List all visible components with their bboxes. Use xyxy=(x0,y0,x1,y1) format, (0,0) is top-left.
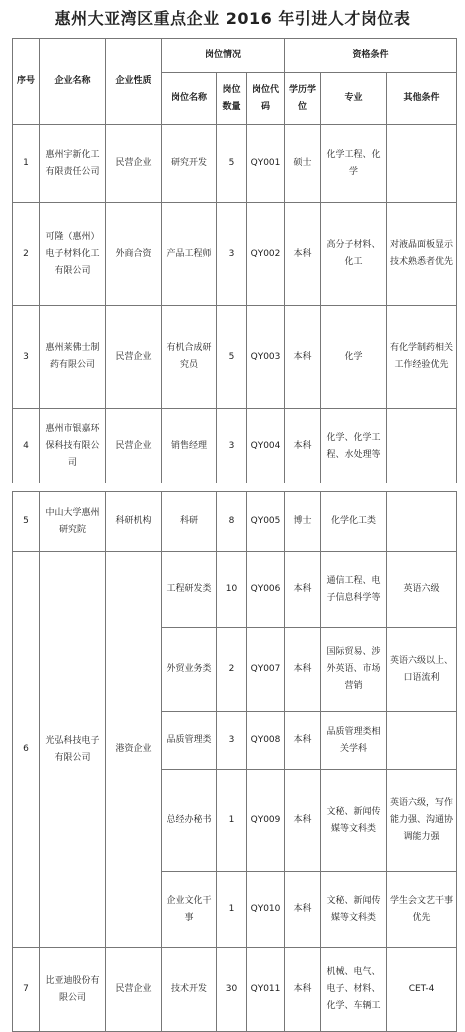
cell-code: QY005 xyxy=(247,492,285,552)
cell-major: 文秘、新闻传媒等文科类 xyxy=(321,770,387,872)
header-major: 专业 xyxy=(321,73,387,125)
cell-major: 文秘、新闻传媒等文科类 xyxy=(321,872,387,948)
header-post-code: 岗位代码 xyxy=(247,73,285,125)
header-seq: 序号 xyxy=(13,39,40,125)
cell-degree: 本科 xyxy=(285,306,321,409)
cell-code: QY011 xyxy=(247,948,285,1032)
cell-seq: 1 xyxy=(13,125,40,203)
cell-company: 光弘科技电子有限公司 xyxy=(40,552,106,948)
cell-count: 1 xyxy=(217,770,247,872)
cell-seq: 5 xyxy=(13,492,40,552)
cell-major: 机械、电气、电子、材料、化学、车辆工 xyxy=(321,948,387,1032)
cell-code: QY001 xyxy=(247,125,285,203)
cell-degree: 本科 xyxy=(285,409,321,485)
cell-nature: 民营企业 xyxy=(106,948,162,1032)
cell-major: 品质管理类相关学科 xyxy=(321,712,387,770)
cell-seq: 2 xyxy=(13,203,40,306)
cell-degree: 本科 xyxy=(285,770,321,872)
header-qual-group: 资格条件 xyxy=(285,39,457,73)
cell-code: QY008 xyxy=(247,712,285,770)
cell-post: 有机合成研究员 xyxy=(162,306,217,409)
page-title: 惠州大亚湾区重点企业 2016 年引进人才岗位表 xyxy=(54,9,411,28)
cell-other xyxy=(387,409,457,485)
header-post-name: 岗位名称 xyxy=(162,73,217,125)
table-row xyxy=(13,203,457,306)
page-break-gap xyxy=(0,483,465,489)
cell-seq: 6 xyxy=(13,552,40,948)
header-company: 企业名称 xyxy=(40,39,106,125)
cell-major: 化学化工类 xyxy=(321,492,387,552)
cell-major: 化学工程、化学 xyxy=(321,125,387,203)
cell-post: 品质管理类 xyxy=(162,712,217,770)
cell-code: QY006 xyxy=(247,552,285,628)
cell-nature: 外商合资 xyxy=(106,203,162,306)
cell-seq: 7 xyxy=(13,948,40,1032)
cell-company: 惠州宇新化工有限责任公司 xyxy=(40,125,106,203)
cell-major: 化学、化学工程、水处理等 xyxy=(321,409,387,485)
table-row xyxy=(13,409,457,485)
table-row xyxy=(13,125,457,203)
cell-code: QY004 xyxy=(247,409,285,485)
cell-count: 3 xyxy=(217,203,247,306)
cell-nature: 民营企业 xyxy=(106,409,162,485)
cell-degree: 本科 xyxy=(285,203,321,306)
cell-count: 10 xyxy=(217,552,247,628)
cell-other: 学生会文艺干事优先 xyxy=(387,872,457,948)
cell-other: 英语六级，写作能力强、沟通协调能力强 xyxy=(387,770,457,872)
cell-degree: 本科 xyxy=(285,712,321,770)
cell-seq: 4 xyxy=(13,409,40,485)
header-post-count: 岗位数量 xyxy=(217,73,247,125)
cell-code: QY009 xyxy=(247,770,285,872)
cell-count: 2 xyxy=(217,628,247,712)
cell-count: 1 xyxy=(217,872,247,948)
cell-nature: 科研机构 xyxy=(106,492,162,552)
cell-post: 企业文化干事 xyxy=(162,872,217,948)
cell-major: 高分子材料、化工 xyxy=(321,203,387,306)
cell-post: 研究开发 xyxy=(162,125,217,203)
cell-degree: 硕士 xyxy=(285,125,321,203)
cell-major: 化学 xyxy=(321,306,387,409)
header-other: 其他条件 xyxy=(387,73,457,125)
table-row xyxy=(13,306,457,409)
cell-company: 中山大学惠州研究院 xyxy=(40,492,106,552)
cell-company: 可隆（惠州）电子材料化工有限公司 xyxy=(40,203,106,306)
cell-nature: 港资企业 xyxy=(106,552,162,948)
header-degree: 学历学位 xyxy=(285,73,321,125)
cell-count: 3 xyxy=(217,409,247,485)
cell-major: 通信工程、电子信息科学等 xyxy=(321,552,387,628)
cell-count: 30 xyxy=(217,948,247,1032)
header-nature: 企业性质 xyxy=(106,39,162,125)
cell-post: 技术开发 xyxy=(162,948,217,1032)
cell-other: CET-4 xyxy=(387,948,457,1032)
cell-other xyxy=(387,712,457,770)
header-post-group: 岗位情况 xyxy=(162,39,285,73)
cell-nature: 民营企业 xyxy=(106,125,162,203)
cell-count: 3 xyxy=(217,712,247,770)
cell-code: QY007 xyxy=(247,628,285,712)
cell-degree: 博士 xyxy=(285,492,321,552)
cell-other: 英语六级以上、口语流利 xyxy=(387,628,457,712)
cell-count: 5 xyxy=(217,306,247,409)
table-row xyxy=(13,552,457,628)
table-row xyxy=(13,492,457,552)
cell-other xyxy=(387,125,457,203)
table-row xyxy=(13,948,457,1032)
cell-post: 外贸业务类 xyxy=(162,628,217,712)
cell-nature: 民营企业 xyxy=(106,306,162,409)
cell-other: 有化学制药相关工作经验优先 xyxy=(387,306,457,409)
talent-table-part-2 xyxy=(12,491,457,1032)
cell-other: 英语六级 xyxy=(387,552,457,628)
cell-post: 销售经理 xyxy=(162,409,217,485)
cell-major: 国际贸易、涉外英语、市场营销 xyxy=(321,628,387,712)
cell-seq: 3 xyxy=(13,306,40,409)
cell-post: 产品工程师 xyxy=(162,203,217,306)
cell-degree: 本科 xyxy=(285,872,321,948)
cell-count: 8 xyxy=(217,492,247,552)
cell-code: QY003 xyxy=(247,306,285,409)
cell-post: 总经办秘书 xyxy=(162,770,217,872)
cell-degree: 本科 xyxy=(285,948,321,1032)
cell-company: 比亚迪股份有限公司 xyxy=(40,948,106,1032)
cell-code: QY002 xyxy=(247,203,285,306)
cell-post: 工程研发类 xyxy=(162,552,217,628)
cell-code: QY010 xyxy=(247,872,285,948)
cell-other: 对液晶面板显示技术熟悉者优先 xyxy=(387,203,457,306)
cell-count: 5 xyxy=(217,125,247,203)
talent-table-part-1 xyxy=(12,38,457,485)
cell-company: 惠州市银嘉环保科技有限公司 xyxy=(40,409,106,485)
cell-degree: 本科 xyxy=(285,552,321,628)
cell-post: 科研 xyxy=(162,492,217,552)
cell-other xyxy=(387,492,457,552)
cell-company: 惠州莱佛士制药有限公司 xyxy=(40,306,106,409)
cell-degree: 本科 xyxy=(285,628,321,712)
